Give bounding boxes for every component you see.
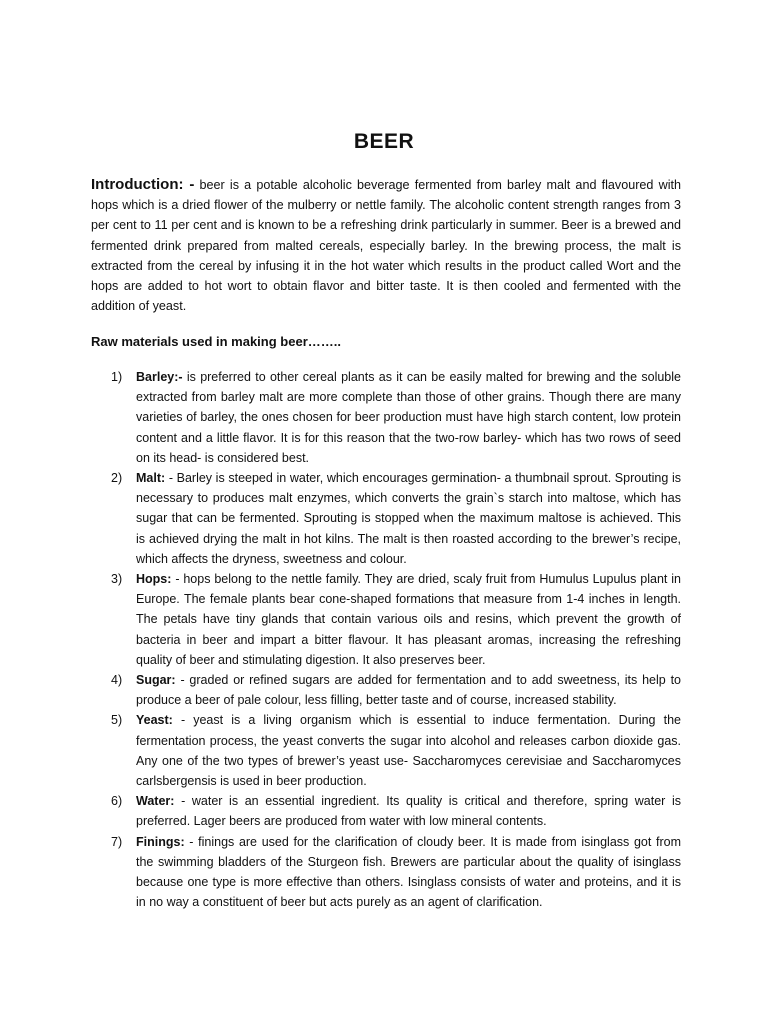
material-name: Barley:- (136, 370, 183, 384)
material-name: Finings: (136, 834, 185, 849)
material-item-barley (91, 367, 681, 468)
material-description: - hops belong to the nettle family. They are dried, scaly fruit from Humulus Lupulus plant in Europe. The female plants bear cone-shaped formations that measure from 1-4 inches in length. The petals have tiny glands that contain various oils and resins, which prevent the growth of bacteria in beer and impart a bitter flavour. It has pleasant aromas, increasing the refreshing quality of beer and stimulating digestion. It also preserves beer. (136, 572, 681, 667)
material-item-yeast (91, 710, 681, 791)
material-item-hops (91, 569, 681, 670)
material-item-malt (91, 468, 681, 569)
material-description: - Barley is steeped in water, which encourages germination- a thumbnail sprout. Sprouting is necessary to produces malt enzymes, which converts the grain`s starch into maltose, which has sugar that can be fermented. Sprouting is stopped when the maximum maltose is achieved. This is achieved drying the malt in hot kilns. The malt is then roasted according to the brewer’s recipe, which affects the dryness, sweetness and colour. (136, 471, 681, 566)
material-name: Yeast: (136, 713, 173, 728)
material-name: Water: (136, 794, 175, 809)
material-description: - graded or refined sugars are added for fermentation and to add sweetness, its help to produce a beer of pale colour, less filling, better taste and of course, increased stability. (136, 673, 681, 708)
material-description: - yeast is a living organism which is essential to induce fermentation. During the fermentation process, the yeast converts the sugar into alcohol and releases carbon dioxide gas. Any one of the two types of brewer’s yeast use- Saccharomyces cerevisiae and Saccharomyces carlsbergensis is used in beer production. (136, 713, 681, 789)
material-item-finings (91, 832, 681, 913)
material-description: - water is an essential ingredient. Its quality is critical and therefore, spring water is preferred. Lager beers are produced from water with low mineral contents. (136, 794, 681, 829)
material-number: 3) (111, 572, 123, 587)
material-description: is preferred to other cereal plants as it can be easily malted for brewing and the soluble extracted from barley malt are more complete than those of other grains. Though there are many varieties of barley, the ones chosen for beer production must have high starch content, low protein content and a little flavor. It is for this reason that the two-row barley- which has two rows of seed on its head- is considered best. (136, 370, 681, 465)
material-number: 2) (111, 471, 123, 486)
material-name: Hops: (136, 572, 172, 587)
raw-materials-heading: Raw materials used in making beer…….. (91, 334, 341, 349)
introduction-label: Introduction: - (91, 176, 195, 193)
raw-materials-list (91, 367, 681, 912)
material-number: 7) (111, 834, 123, 849)
material-item-water (91, 791, 681, 831)
material-item-sugar (91, 670, 681, 710)
introduction-text: beer is a potable alcoholic beverage fermented from barley malt and flavoured with hops which is a dried flower of the mulberry or nettle family. The alcoholic content strength ranges from 3 per cent to 11 per cent and is known to be a refreshing drink particularly in summer. Beer is a brewed and fermented drink prepared from malted cereals, especially barley. In the brewing process, the malt is extracted from the cereal by infusing it in the hot water which results in the product called Wort and the hops are added to hot wort to obtain flavor and bitter taste. It is then cooled and fermented with the addition of yeast. (91, 178, 682, 314)
material-number: 4) (111, 673, 123, 688)
introduction-paragraph (91, 175, 681, 316)
material-number: 5) (111, 713, 123, 728)
material-number: 1) (111, 370, 123, 384)
material-name: Malt: (136, 471, 166, 486)
page-title: BEER (353, 130, 415, 153)
material-name: Sugar: (136, 673, 176, 688)
material-number: 6) (111, 794, 123, 809)
material-description: - finings are used for the clarification of cloudy beer. It is made from isinglass got from the swimming bladders of the Sturgeon fish. Brewers are particular about the quality of isinglass because one type is more effective than others. Isinglass consists of water and proteins, and it is in no way a constituent of beer but acts purely as an agent of clarification. (136, 834, 681, 910)
